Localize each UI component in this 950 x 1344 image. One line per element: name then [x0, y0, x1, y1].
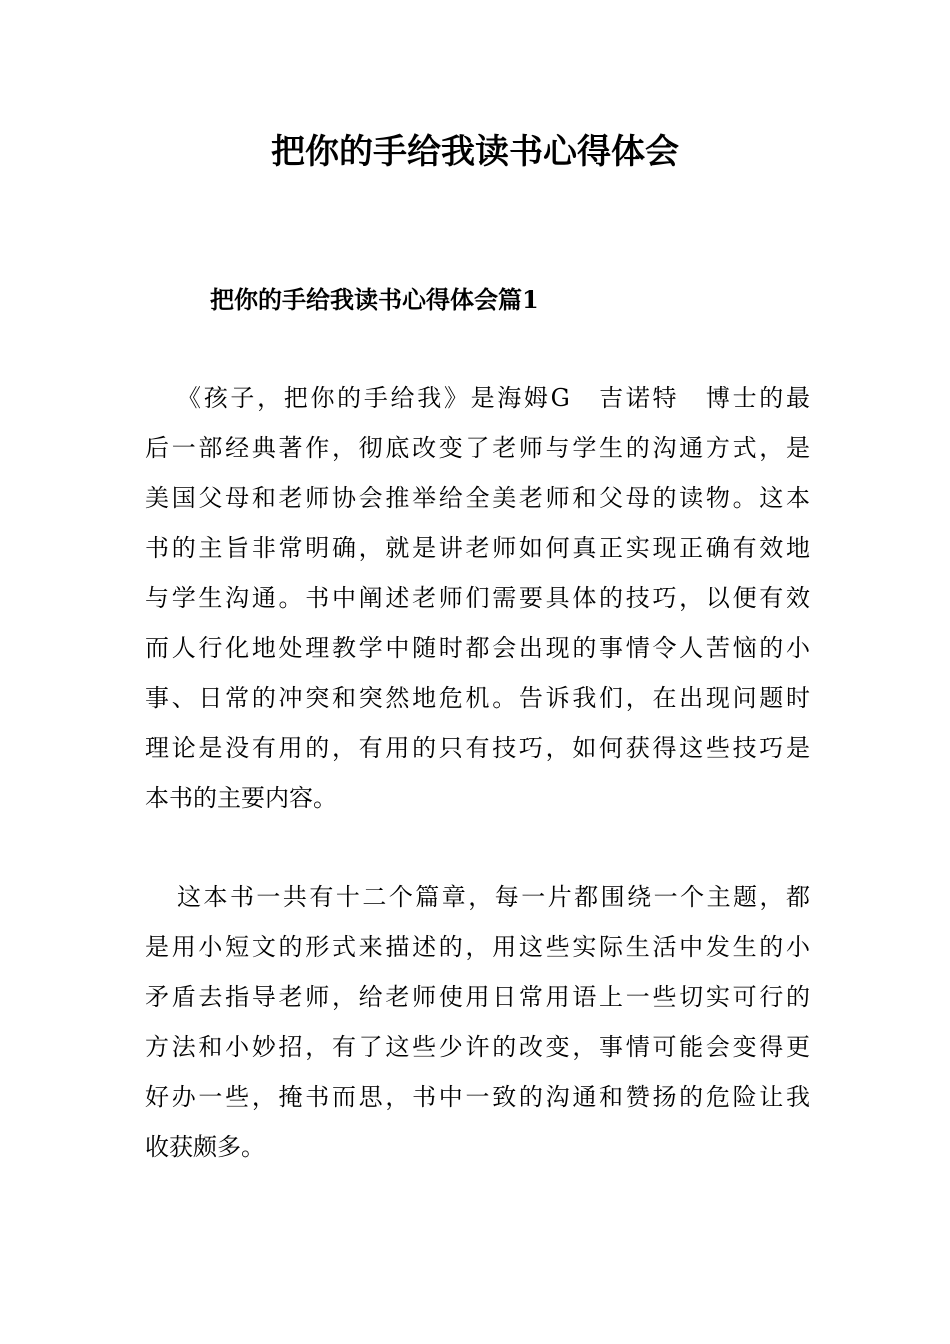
document-title: 把你的手给我读书心得体会 — [271, 132, 679, 172]
paragraph-line: 书的主旨非常明确，就是讲老师如何真正实现正确有效地 — [145, 534, 810, 562]
paragraph-line: 理论是没有用的，有用的只有技巧，如何获得这些技巧是 — [145, 734, 810, 762]
paragraph-line: 好办一些，掩书而思，书中一致的沟通和赞扬的危险让我 — [145, 1083, 810, 1111]
paragraph-line: 这本书一共有十二个篇章，每一片都围绕一个主题，都 — [177, 883, 810, 911]
paragraph-line: 收获颇多。 — [145, 1133, 265, 1161]
paragraph-line: 本书的主要内容。 — [145, 784, 337, 812]
paragraph-1 — [145, 373, 810, 823]
section-heading: 把你的手给我读书心得体会篇1 — [210, 285, 539, 314]
paragraph-line: 矛盾去指导老师，给老师使用日常用语上一些切实可行的 — [145, 983, 810, 1011]
paragraph-line: 美国父母和老师协会推举给全美老师和父母的读物。这本 — [145, 484, 810, 512]
paragraph-line: 《孩子，把你的手给我》是海姆G 吉诺特 博士的最 — [177, 384, 810, 412]
paragraph-line: 方法和小妙招，有了这些少许的改变，事情可能会变得更 — [145, 1033, 810, 1061]
paragraph-line: 事、日常的冲突和突然地危机。告诉我们，在出现问题时 — [145, 684, 810, 712]
paragraph-line: 而人行化地处理教学中随时都会出现的事情令人苦恼的小 — [145, 634, 810, 662]
paragraph-line: 后一部经典著作，彻底改变了老师与学生的沟通方式，是 — [145, 434, 810, 462]
paragraph-2 — [145, 872, 810, 1172]
paragraph-line: 与学生沟通。书中阐述老师们需要具体的技巧，以便有效 — [145, 584, 810, 612]
paragraph-line: 是用小短文的形式来描述的，用这些实际生活中发生的小 — [145, 933, 810, 961]
